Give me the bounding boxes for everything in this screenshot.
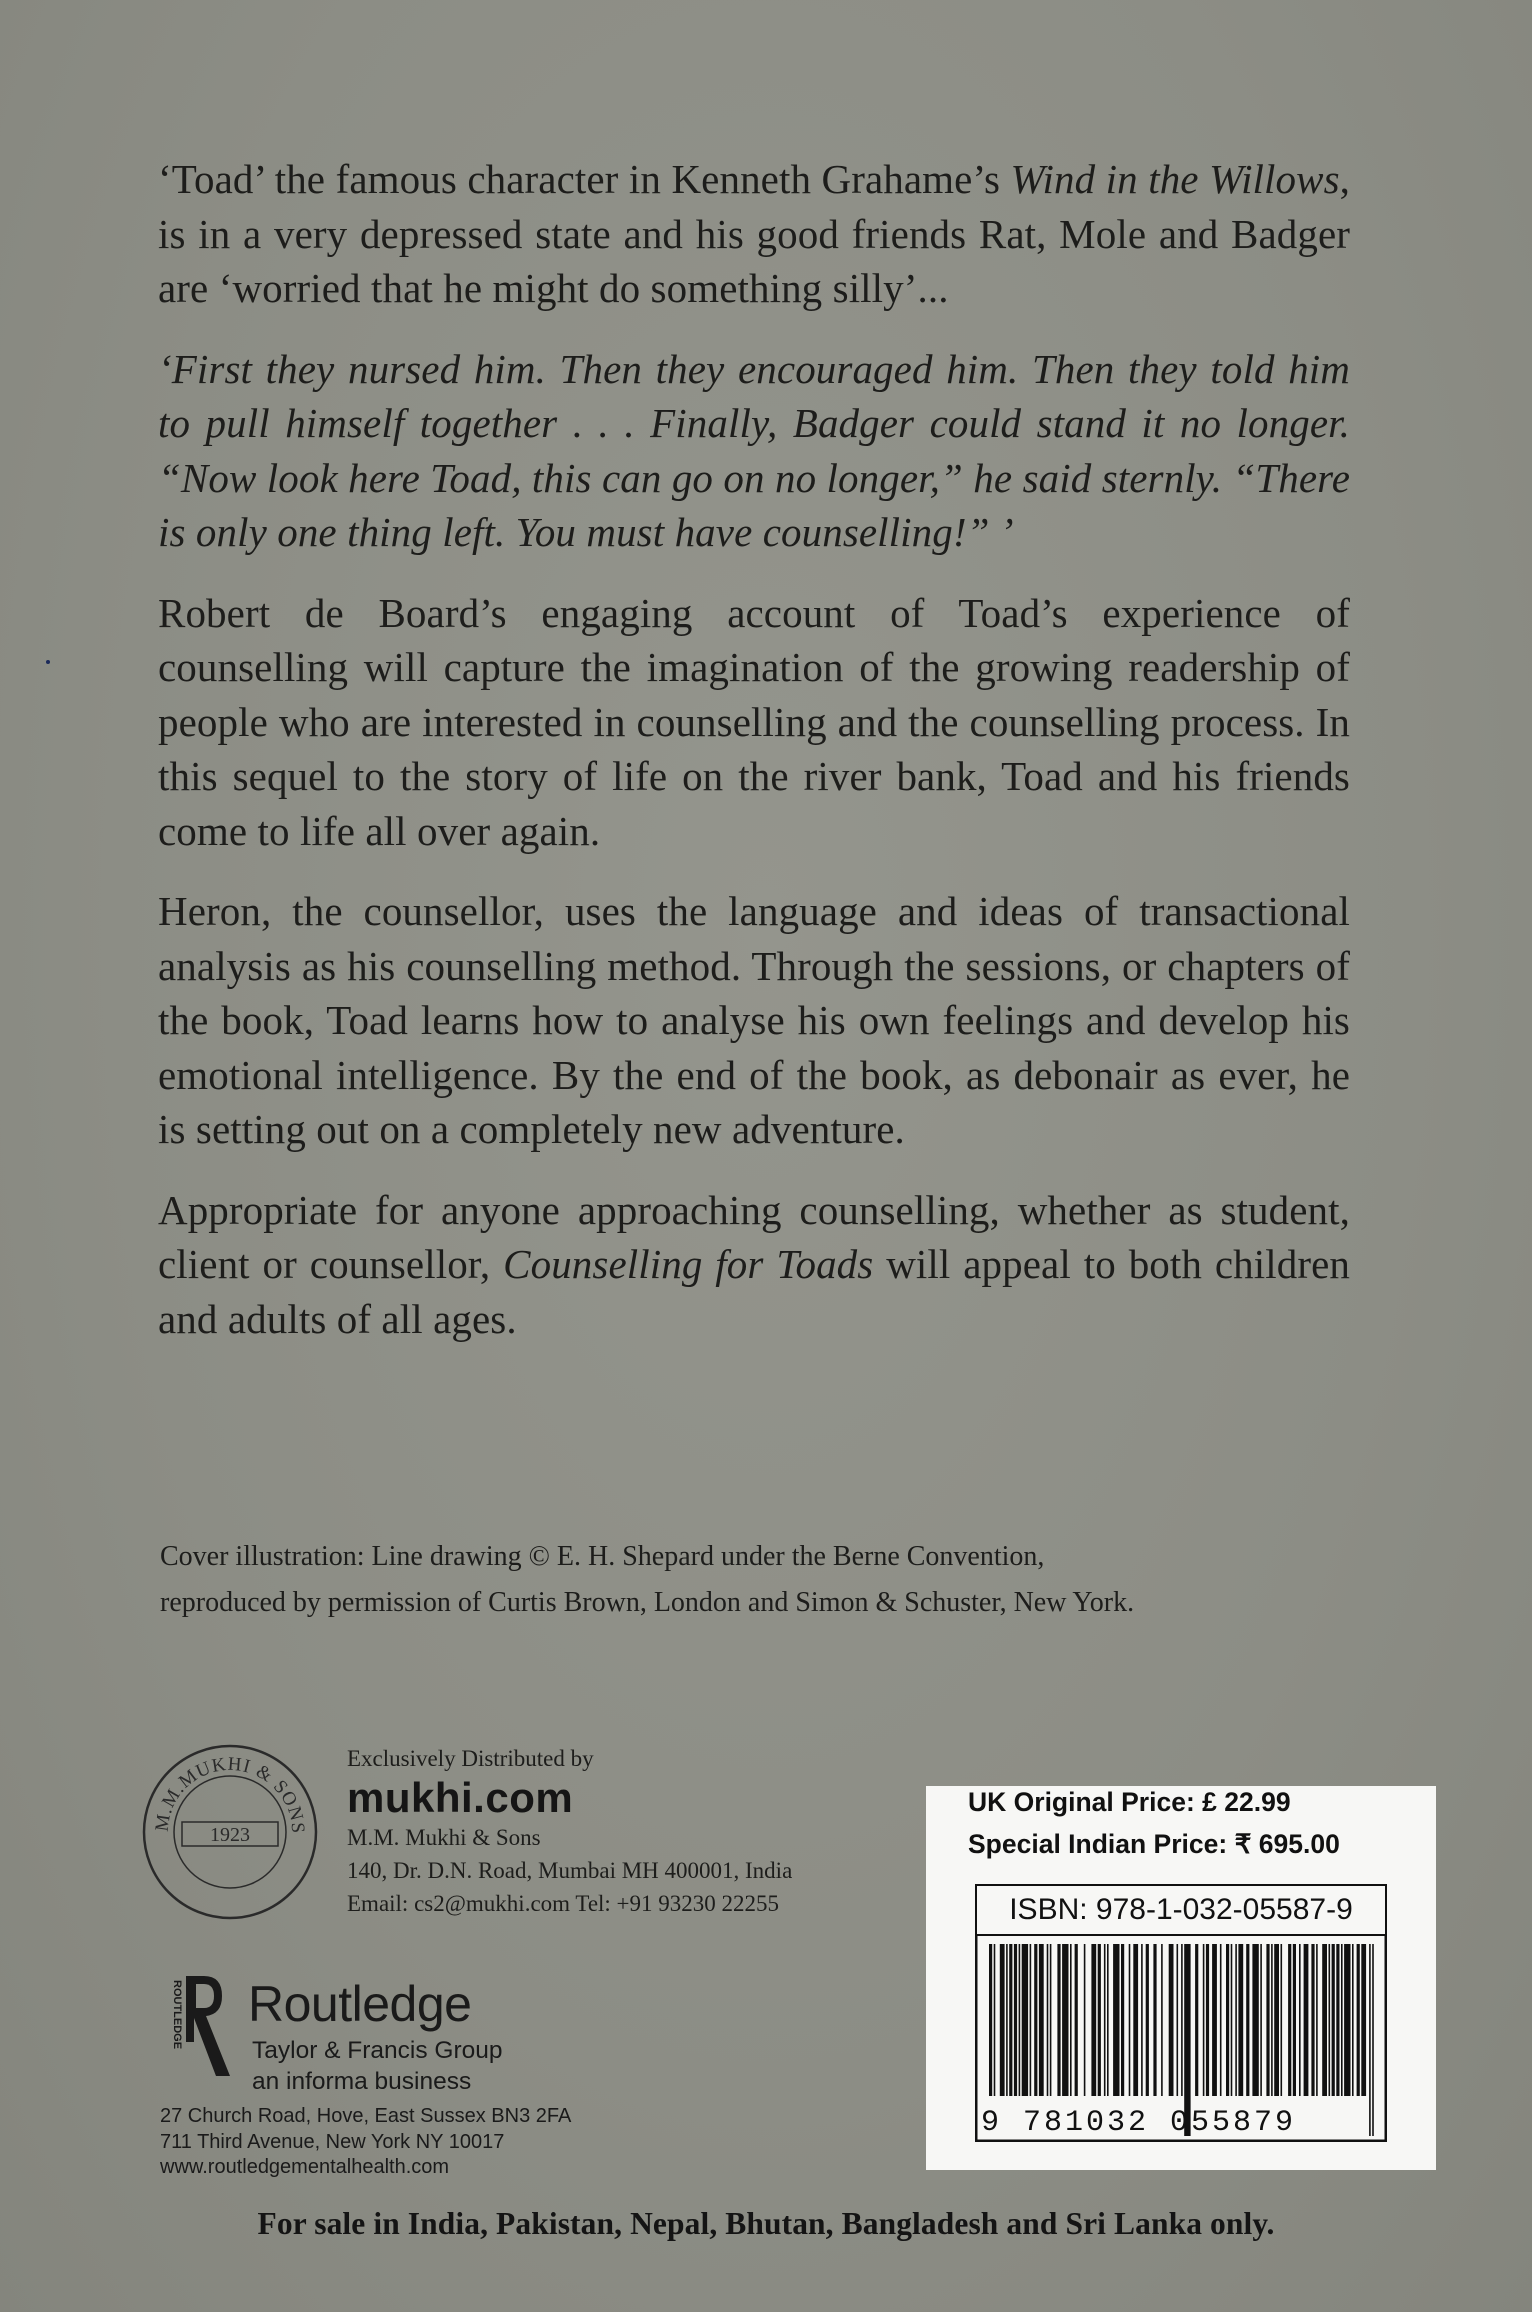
distributor-brand: mukhi.com xyxy=(347,1774,574,1821)
sale-territory-notice: For sale in India, Pakistan, Nepal, Bhutan, Bangladesh and Sri Lanka only. xyxy=(257,2206,1275,2241)
distributor-address: 140, Dr. D.N. Road, Mumbai MH 400001, India xyxy=(347,1858,793,1883)
barcode-digits: 9 781032 055879 xyxy=(981,2106,1297,2140)
blurb-paragraph-4: Heron, the counsellor, uses the language and ideas of transactional analysis as his counselling method. Through the sessions, or chapters of the book, Toad learns how to analyse his own feelings and develop his emotional intelligence. By the end of the book, as debonair as ever, he is setting out on a completely new adventure. xyxy=(158,888,1350,1152)
publisher-address: 27 Church Road, Hove, East Sussex BN3 2FA 711 Third Avenue, New York NY 10017 www.routledgementalhealth.com xyxy=(160,2105,572,2178)
stamp-text: M.M.MUKHI & SONS xyxy=(151,1753,309,1835)
distributor-info xyxy=(347,1742,907,1920)
blurb xyxy=(158,152,1350,1372)
indian-price: Special Indian Price: ₹ 695.00 xyxy=(968,1829,1340,1859)
distributor-stamp xyxy=(140,1742,320,1922)
blurb-paragraph-3: Robert de Board’s engaging account of Toad’s experience of counselling will capture the imagination of the growing readership of people who are interested in counselling and the counselling process. In this sequel to the story of life on the river bank, Toad and his friends come to life all over again. xyxy=(158,589,1350,854)
blurb-paragraph-1: ‘Toad’ the famous character in Kenneth Grahame’s Wind in the Willows, is in a very depressed state and his good friends Rat, Mole and Badger are ‘worried that he might do something silly’... xyxy=(158,156,1350,311)
cover-credit: Cover illustration: Line drawing © E. H. Shepard under the Berne Convention, reproduced by permission of Curtis Brown, London and Simon & Schuster, New York. xyxy=(160,1541,1135,1618)
barcode xyxy=(975,1936,1387,2142)
distributor-name: M.M. Mukhi & Sons xyxy=(347,1825,541,1850)
blurb-paragraph-5: Appropriate for anyone approaching counselling, whether as student, client or counsellor, Counselling for Toads will appeal to both children and adults of all ages. xyxy=(158,1186,1350,1342)
price-label xyxy=(926,1786,1436,2170)
routledge-logo-icon xyxy=(160,1972,240,2082)
blurb-quote: ‘First they nursed him. Then they encouraged him. Then they told him to pull himself together . . . Finally, Badger could stand it no longer. “Now look here Toad, this can go on no longer,” he said sternly. “There is only one thing left. You must have counselling!” ’ xyxy=(158,345,1350,555)
stamp-year: 1923 xyxy=(210,1824,250,1846)
distributor-intro: Exclusively Distributed by xyxy=(347,1746,594,1771)
distributor-contact: Email: cs2@mukhi.com Tel: +91 93230 22255 xyxy=(347,1891,780,1916)
uk-price: UK Original Price: £ 22.99 xyxy=(968,1787,1291,1817)
publisher-group: Taylor & Francis Group an informa business xyxy=(252,2037,503,2095)
publisher-name: Routledge xyxy=(248,1976,472,2032)
ink-speck xyxy=(46,660,50,664)
isbn: ISBN: 978-1-032-05587-9 xyxy=(975,1884,1387,1936)
routledge-logo-text: ROUTLEDGE xyxy=(171,1980,183,2050)
